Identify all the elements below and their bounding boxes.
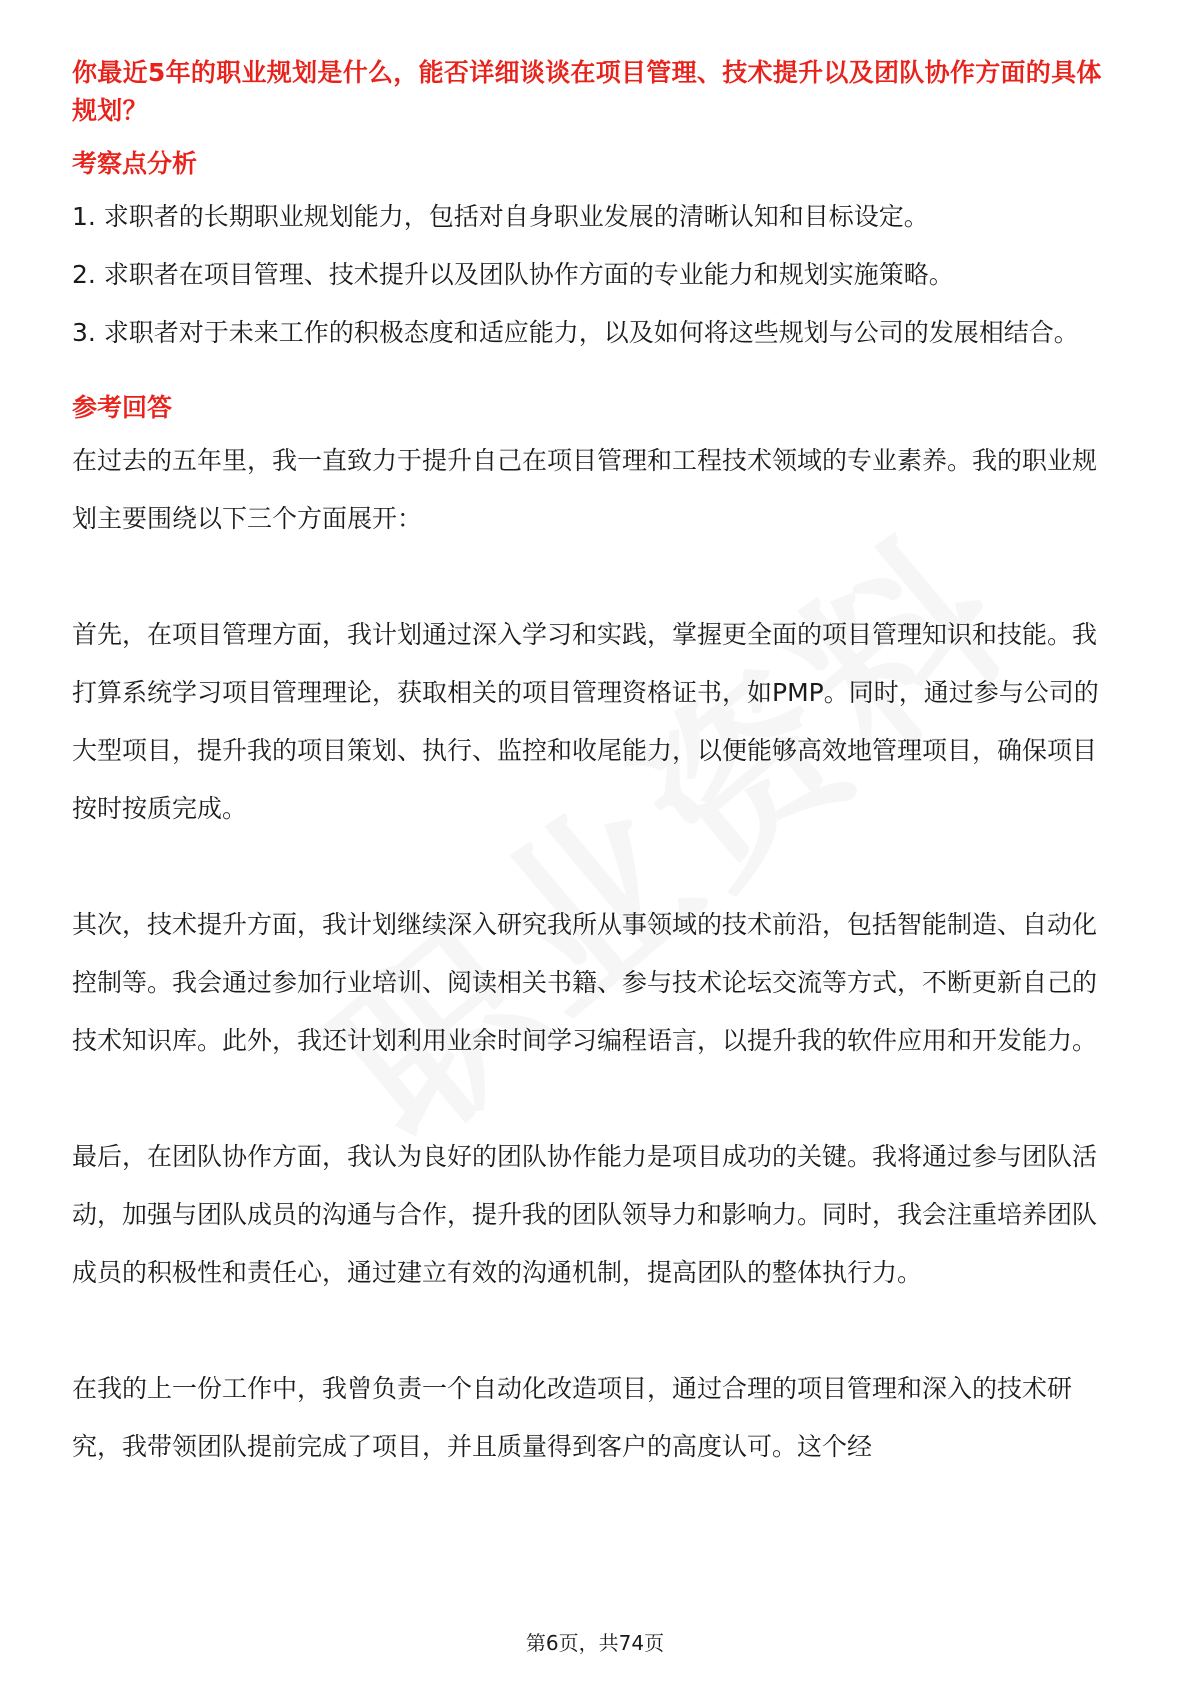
analysis-point-2: 2. 求职者在项目管理、技术提升以及团队协作方面的专业能力和规划实施策略。 (72, 260, 954, 289)
page-content (72, 46, 1120, 1476)
answer-paragraph-project-management: 首先，在项目管理方面，我计划通过深入学习和实践，掌握更全面的项目管理知识和技能。我打算系统学习项目管理理论，获取相关的项目管理资格证书，如PMP。同时，通过参与公司的大型项目，提升我的项目策划、执行、监控和收尾能力，以便能够高效地管理项目，确保项目按时按质完成。 (72, 620, 1099, 823)
answer-paragraph-intro: 在过去的五年里，我一直致力于提升自己在项目管理和工程技术领域的专业素养。我的职业规划主要围绕以下三个方面展开： (72, 446, 1098, 533)
paragraph-spacer (72, 548, 1120, 606)
paragraph-spacer (72, 838, 1120, 896)
analysis-point-1: 1. 求职者的长期职业规划能力，包括对自身职业发展的清晰认知和目标设定。 (72, 202, 929, 231)
answer-heading: 参考回答 (72, 393, 173, 422)
analysis-point-3: 3. 求职者对于未来工作的积极态度和适应能力，以及如何将这些规划与公司的发展相结合。 (72, 318, 1079, 347)
analysis-heading: 考察点分析 (72, 149, 198, 178)
answer-paragraph-teamwork: 最后，在团队协作方面，我认为良好的团队协作能力是项目成功的关键。我将通过参与团队活动，加强与团队成员的沟通与合作，提升我的团队领导力和影响力。同时，我会注重培养团队成员的积极性和责任心，通过建立有效的沟通机制，提高团队的整体执行力。 (72, 1142, 1098, 1287)
answer-paragraph-experience: 在我的上一份工作中，我曾负责一个自动化改造项目，通过合理的项目管理和深入的技术研究，我带领团队提前完成了项目，并且质量得到客户的高度认可。这个经 (72, 1374, 1073, 1461)
page-number: 第6页，共74页 (525, 1631, 665, 1655)
answer-paragraph-technical: 其次，技术提升方面，我计划继续深入研究我所从事领域的技术前沿，包括智能制造、自动化控制等。我会通过参加行业培训、阅读相关书籍、参与技术论坛交流等方式，不断更新自己的技术知识库。此外，我还计划利用业余时间学习编程语言，以提升我的软件应用和开发能力。 (72, 910, 1098, 1055)
question-title: 你最近5年的职业规划是什么，能否详细谈谈在项目管理、技术提升以及团队协作方面的具体规划？ (72, 58, 1102, 125)
paragraph-spacer (72, 1302, 1120, 1360)
paragraph-spacer (72, 1070, 1120, 1128)
